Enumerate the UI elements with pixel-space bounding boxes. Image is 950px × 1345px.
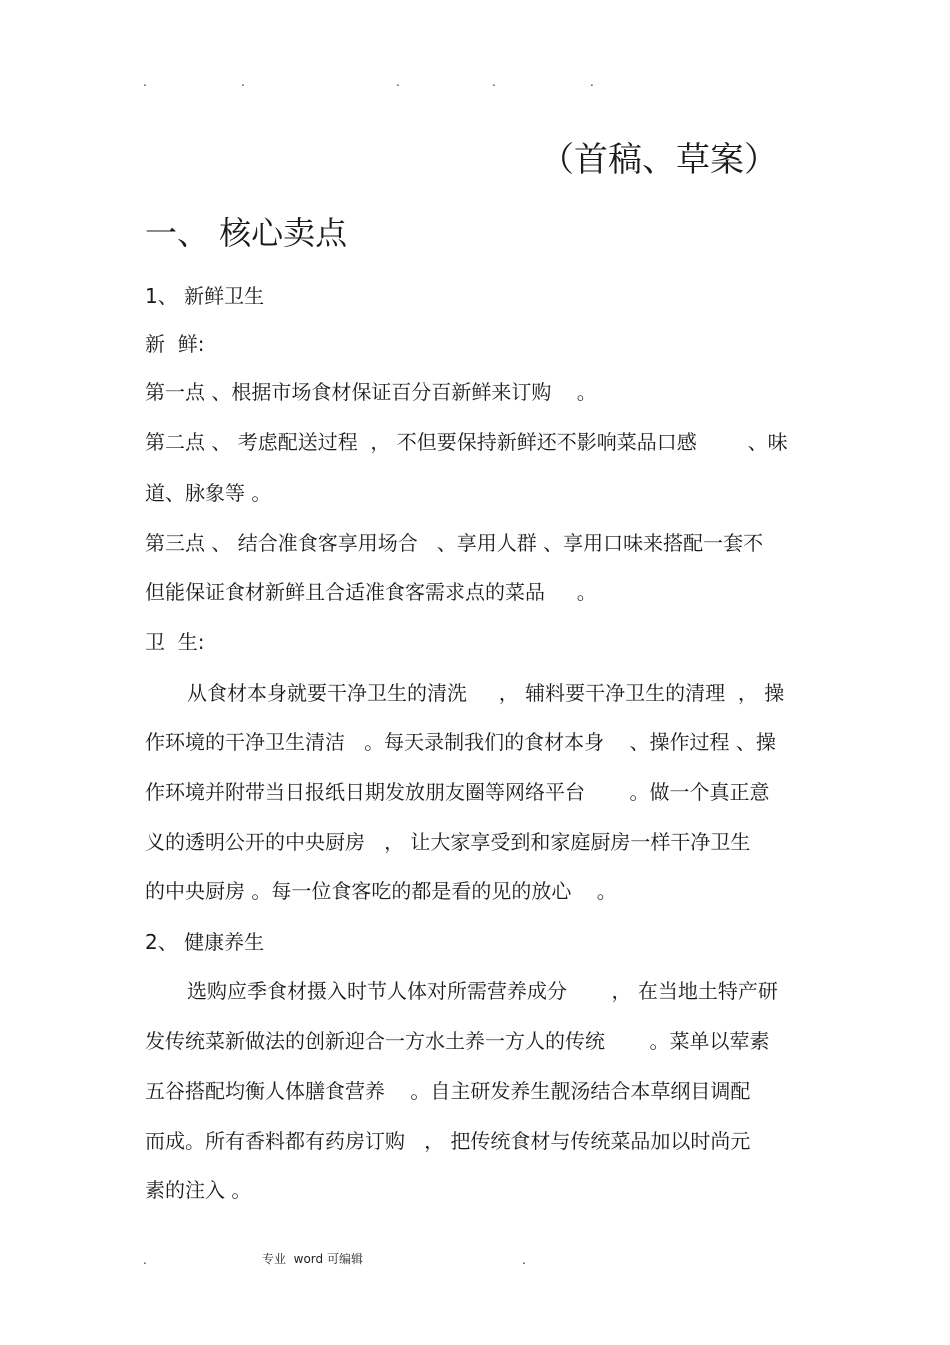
fresh-paragraph-line: 第二点 、 考虑配送过程 ， 不但要保持新鲜还不影响菜品口感 、味 <box>145 430 788 454</box>
footer-dot-right: . <box>522 1253 526 1267</box>
header-dot: . <box>590 75 594 89</box>
header-dot: . <box>241 75 245 89</box>
footer-text: 专业 word 可编辑 <box>262 1252 363 1266</box>
subsection-heading-fresh-hygiene: 1、 新鲜卫生 <box>145 284 265 308</box>
footer-dot-left: . <box>143 1253 147 1267</box>
hygiene-label: 卫 生: <box>145 630 205 654</box>
hygiene-paragraph-line: 从食材本身就要干净卫生的清洗 ， 辅料要干净卫生的清理 ， 操 <box>187 681 785 705</box>
subsection-heading-health: 2、 健康养生 <box>145 930 265 954</box>
document-title: （首稿、草案） <box>540 140 778 180</box>
hygiene-paragraph-line: 作环境并附带当日报纸日期发放朋友圈等网络平台 。做一个真正意 <box>145 780 770 804</box>
hygiene-paragraph-line: 作环境的干净卫生清洁 。每天录制我们的食材本身 、操作过程 、操 <box>145 730 776 754</box>
health-paragraph-line: 发传统菜新做法的创新迎合一方水土养一方人的传统 。菜单以荤素 <box>145 1029 770 1053</box>
header-dot: . <box>143 75 147 89</box>
fresh-paragraph-line: 道、脉象等 。 <box>145 481 272 505</box>
fresh-paragraph-line: 但能保证食材新鲜且合适准食客需求点的菜品 。 <box>145 580 597 604</box>
hygiene-paragraph-line: 义的透明公开的中央厨房 ， 让大家享受到和家庭厨房一样干净卫生 <box>145 830 751 854</box>
section-heading-core-selling-points: 一、 核心卖点 <box>145 214 348 252</box>
fresh-paragraph-line: 第一点 、根据市场食材保证百分百新鲜来订购 。 <box>145 380 597 404</box>
fresh-paragraph-line: 第三点 、 结合准食客享用场合 、享用人群 、享用口味来搭配一套不 <box>145 531 764 555</box>
header-dot: . <box>396 75 400 89</box>
health-paragraph-line: 五谷搭配均衡人体膳食营养 。自主研发养生靓汤结合本草纲目调配 <box>145 1079 751 1103</box>
fresh-label: 新 鲜: <box>145 332 205 356</box>
health-paragraph-line: 而成。所有香料都有药房订购 ， 把传统食材与传统菜品加以时尚元 <box>145 1129 751 1153</box>
header-dot: . <box>492 75 496 89</box>
hygiene-paragraph-line: 的中央厨房 。每一位食客吃的都是看的见的放心 。 <box>145 879 617 903</box>
health-paragraph-line: 素的注入 。 <box>145 1178 252 1202</box>
health-paragraph-line: 选购应季食材摄入时节人体对所需营养成分 ， 在当地土特产研 <box>187 979 778 1003</box>
